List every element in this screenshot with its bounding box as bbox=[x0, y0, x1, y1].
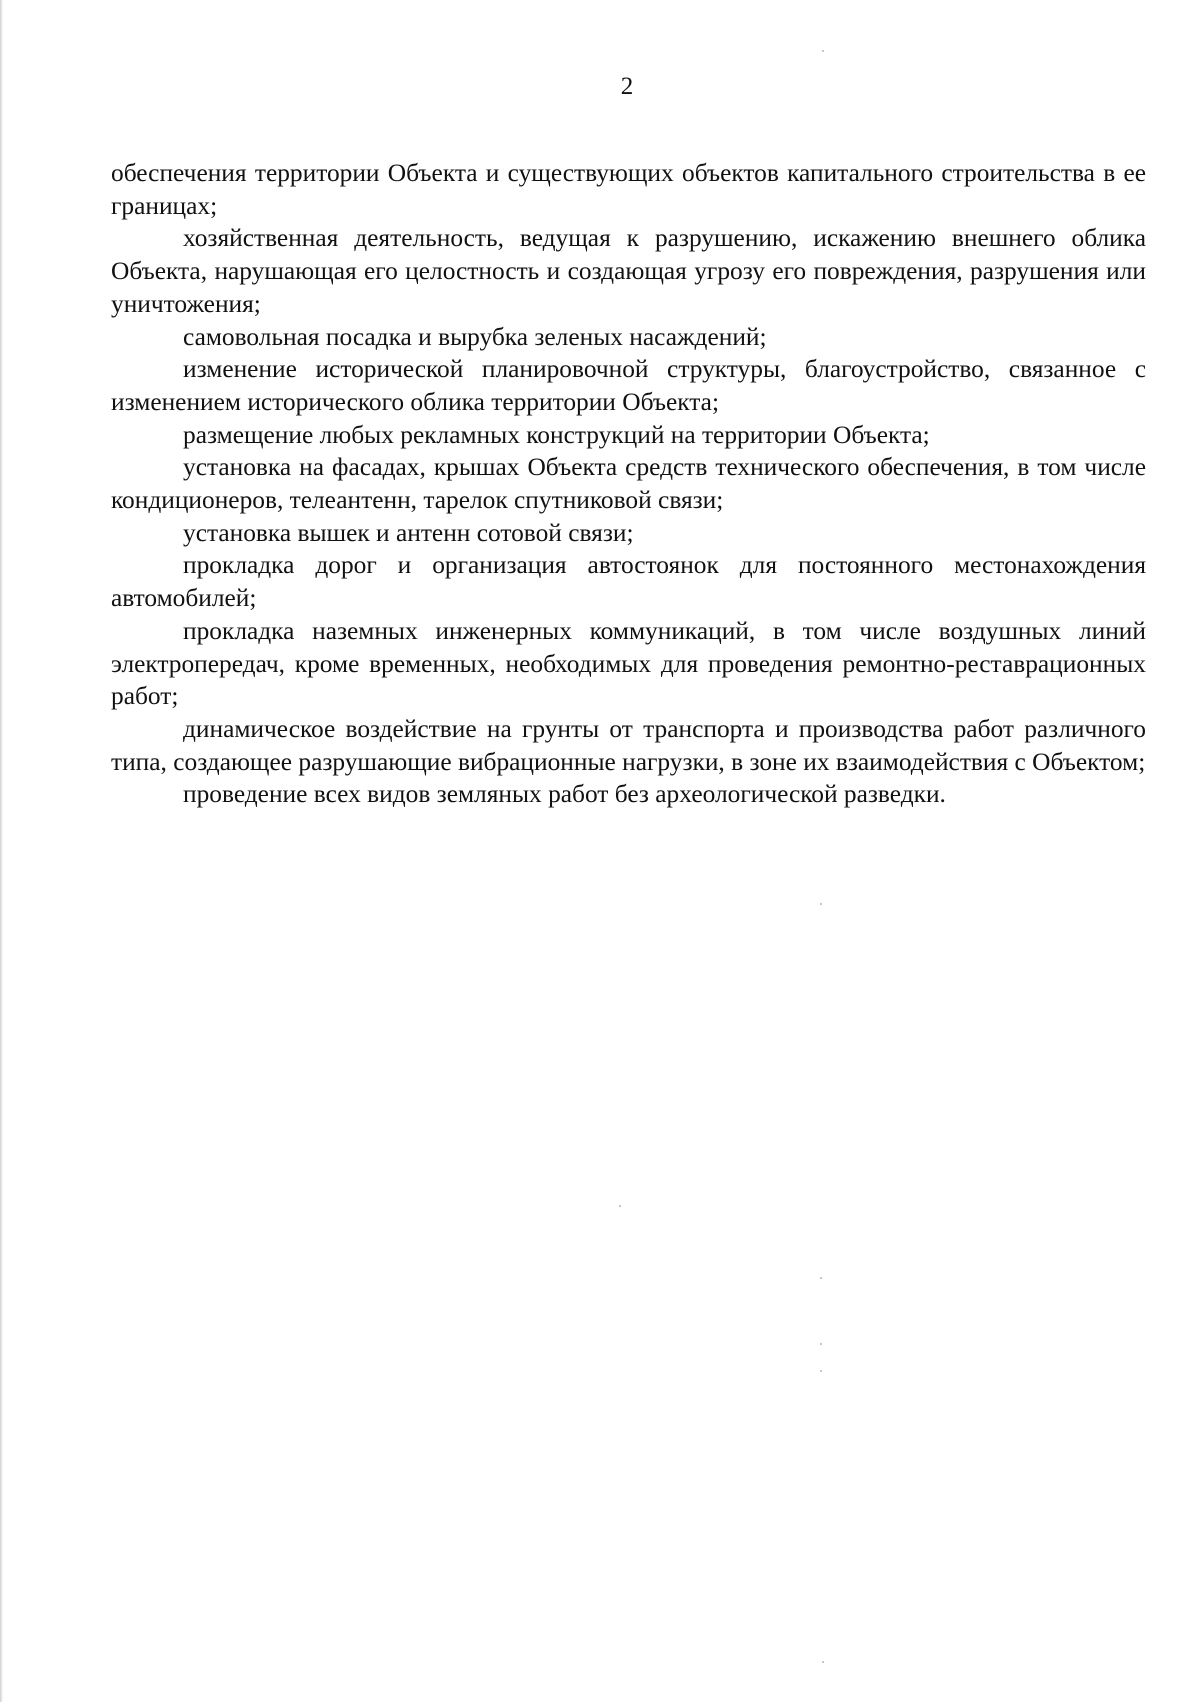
scan-speck bbox=[820, 903, 822, 905]
list-item-dynamic-impact: динамическое воздействие на грунты от транспорта и производства работ различного типа, создающее разрушающие вибрационные нагрузки, в зоне их взаимодействия с Объектом; bbox=[111, 714, 1146, 776]
list-item-advertising: размещение любых рекламных конструкций на территории Объекта; bbox=[183, 420, 930, 449]
scan-speck bbox=[820, 1277, 822, 1279]
scan-speck bbox=[822, 50, 824, 52]
list-item-roads-parking: прокладка дорог и организация автостоянок для постоянного местонахождения автомобилей; bbox=[111, 551, 1146, 613]
page-number: 2 bbox=[620, 73, 634, 100]
document-body bbox=[111, 157, 1146, 811]
scan-speck bbox=[619, 1205, 621, 1207]
list-item-planning-structure: изменение исторической планировочной структуры, благоустройство, связанное с изменением исторического облика территории Объекта; bbox=[111, 355, 1146, 416]
list-item-facade-equipment: установка на фасадах, крышах Объекта средств технического обеспечения, в том числе кондиционеров, телеантенн, тарелок спутниковой связи; bbox=[111, 453, 1146, 515]
scan-speck bbox=[820, 1370, 822, 1372]
scan-edge bbox=[0, 0, 3, 1702]
scan-speck bbox=[822, 1661, 824, 1663]
paragraph-continuation: обеспечения территории Объекта и существующих объектов капитального строительства в ее границах; bbox=[111, 159, 1146, 220]
list-item-planting-felling: самовольная посадка и вырубка зеленых насаждений; bbox=[183, 322, 767, 351]
scan-speck bbox=[820, 1343, 822, 1345]
list-item-earthworks: проведение всех видов земляных работ без археологической разведки. bbox=[183, 780, 946, 809]
list-item-economic-activity: хозяйственная деятельность, ведущая к разрушению, искажению внешнего облика Объекта, нарушающая его целостность и создающая угрозу его повреждения, разрушения или уничтожения; bbox=[111, 224, 1146, 318]
list-item-cell-towers: установка вышек и антенн сотовой связи; bbox=[183, 518, 634, 547]
list-item-utilities: прокладка наземных инженерных коммуникаций, в том числе воздушных линий электропередач, кроме временных, необходимых для проведения ремонтно-реставрационных работ; bbox=[111, 616, 1146, 711]
